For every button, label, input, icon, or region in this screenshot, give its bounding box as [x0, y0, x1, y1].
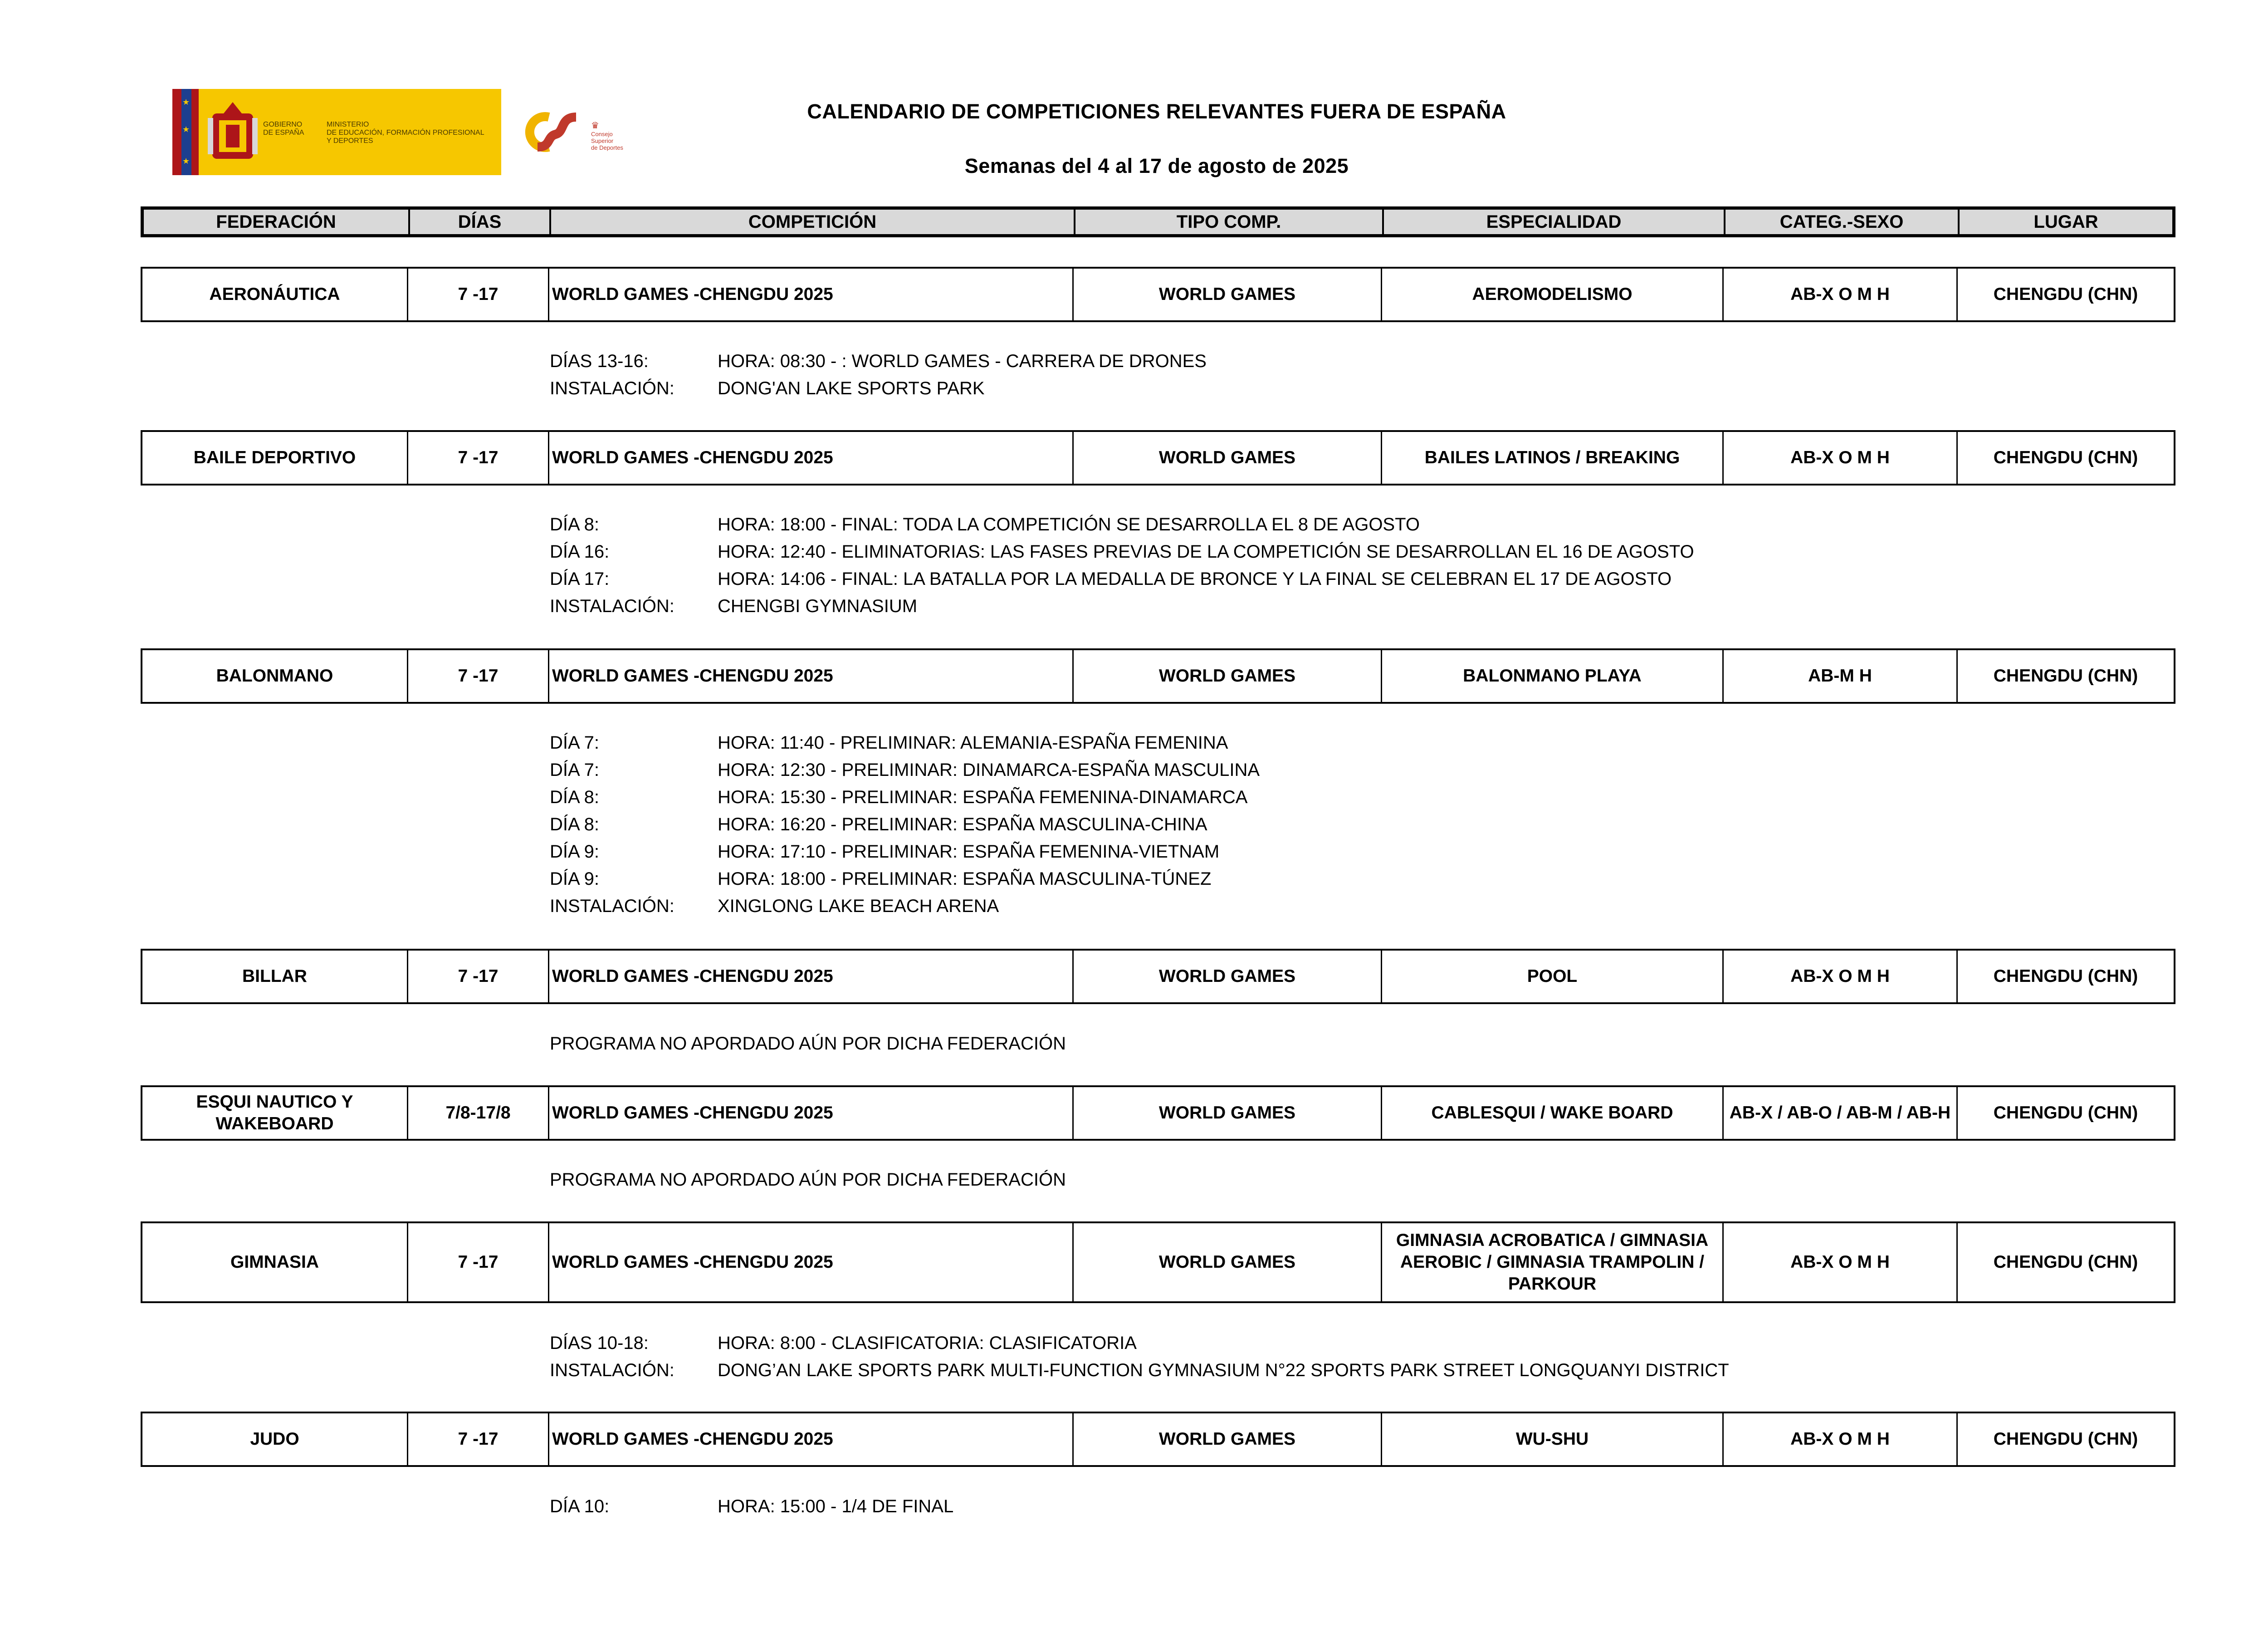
coat-of-arms-icon: [208, 100, 258, 164]
cell-tipo: WORLD GAMES: [1072, 432, 1381, 484]
cell-competicion: WORLD GAMES -CHENGDU 2025: [548, 269, 1072, 320]
competition-details: [550, 1030, 1066, 1057]
detail-line: DÍAS 13-16: HORA: 08:30 - : WORLD GAMES - CARRERA DE DRONES: [550, 351, 1207, 371]
detail-line: DÍA 9: HORA: 17:10 - PRELIMINAR: ESPAÑA FEMENINA-VIETNAM: [550, 842, 1220, 862]
cell-dias: 7 -17: [407, 432, 548, 484]
cell-dias: 7/8-17/8: [407, 1087, 548, 1139]
cell-federacion: AERONÁUTICA: [209, 284, 340, 304]
cell-tipo: WORLD GAMES: [1072, 1413, 1381, 1465]
cell-federacion: BALONMANO: [216, 666, 333, 686]
header-tipo: TIPO COMP.: [1074, 210, 1382, 234]
cell-dias: 7 -17: [407, 1223, 548, 1301]
header-especialidad: ESPECIALIDAD: [1382, 210, 1724, 234]
competition-details: [550, 1166, 1066, 1193]
cell-categoria: AB-M H: [1722, 650, 1956, 702]
competition-row: [141, 648, 2175, 704]
cell-federacion: ESQUI NAUTICO Y WAKEBOARD: [196, 1092, 353, 1133]
detail-line: INSTALACIÓN: DONG'AN LAKE SPORTS PARK: [550, 378, 985, 398]
csd-emblem-icon: [517, 89, 585, 175]
cell-dias: 7 -17: [407, 951, 548, 1002]
cell-especialidad: AEROMODELISMO: [1381, 269, 1722, 320]
crown-icon: ♛: [591, 121, 599, 131]
detail-line: DÍA 8: HORA: 16:20 - PRELIMINAR: ESPAÑA MASCULINA-CHINA: [550, 814, 1207, 834]
cell-lugar: CHENGDU (CHN): [1956, 432, 2174, 484]
cell-lugar: CHENGDU (CHN): [1956, 269, 2174, 320]
cell-categoria: AB-X / AB-O / AB-M / AB-H: [1722, 1087, 1956, 1139]
cell-especialidad: CABLESQUI / WAKE BOARD: [1381, 1087, 1722, 1139]
detail-line: DÍA 9: HORA: 18:00 - PRELIMINAR: ESPAÑA MASCULINA-TÚNEZ: [550, 869, 1212, 889]
detail-line: DÍA 17: HORA: 14:06 - FINAL: LA BATALLA POR LA MEDALLA DE BRONCE Y LA FINAL SE CELEBRAN EL 17 DE AGOSTO: [550, 569, 1672, 589]
cell-dias: 7 -17: [407, 269, 548, 320]
cell-federacion: GIMNASIA: [230, 1252, 319, 1272]
detail-line: INSTALACIÓN: XINGLONG LAKE BEACH ARENA: [550, 896, 999, 916]
cell-especialidad: WU-SHU: [1381, 1413, 1722, 1465]
competition-row: [141, 1085, 2175, 1141]
table-header: [141, 206, 2175, 237]
competition-details: [550, 511, 1694, 620]
detail-line: DÍA 8: HORA: 15:30 - PRELIMINAR: ESPAÑA FEMENINA-DINAMARCA: [550, 787, 1248, 807]
cell-categoria: AB-X O M H: [1722, 1223, 1956, 1301]
cell-federacion: BILLAR: [242, 966, 307, 986]
cell-tipo: WORLD GAMES: [1072, 650, 1381, 702]
cell-federacion: BAILE DEPORTIVO: [193, 448, 356, 467]
detail-line: DÍA 7: HORA: 12:30 - PRELIMINAR: DINAMARCA-ESPAÑA MASCULINA: [550, 760, 1260, 780]
cell-tipo: WORLD GAMES: [1072, 1223, 1381, 1301]
competition-row: [141, 1412, 2175, 1467]
cell-competicion: WORLD GAMES -CHENGDU 2025: [548, 1087, 1072, 1139]
detail-line: DÍA 8: HORA: 18:00 - FINAL: TODA LA COMPETICIÓN SE DESARROLLA EL 8 DE AGOSTO: [550, 515, 1420, 534]
detail-line: INSTALACIÓN: DONG’AN LAKE SPORTS PARK MULTI-FUNCTION GYMNASIUM N°22 SPORTS PARK STREET LONGQUANYI DISTRICT: [550, 1360, 1729, 1380]
competition-row: [141, 430, 2175, 485]
header-dias: DÍAS: [408, 210, 549, 234]
detail-line: INSTALACIÓN: CHENGBI GYMNASIUM: [550, 596, 918, 616]
document-subtitle: Semanas del 4 al 17 de agosto de 2025: [964, 154, 1349, 177]
competition-row: [141, 1221, 2175, 1303]
cell-tipo: WORLD GAMES: [1072, 1087, 1381, 1139]
government-ministry-logo: [172, 89, 501, 175]
document-title: CALENDARIO DE COMPETICIONES RELEVANTES FUERA DE ESPAÑA: [807, 100, 1506, 123]
cell-lugar: CHENGDU (CHN): [1956, 650, 2174, 702]
cell-lugar: CHENGDU (CHN): [1956, 951, 2174, 1002]
competition-details: [550, 1329, 1729, 1384]
cell-lugar: CHENGDU (CHN): [1956, 1087, 2174, 1139]
cell-competicion: WORLD GAMES -CHENGDU 2025: [548, 951, 1072, 1002]
cell-competicion: WORLD GAMES -CHENGDU 2025: [548, 1223, 1072, 1301]
cell-especialidad: POOL: [1381, 951, 1722, 1002]
cell-competicion: WORLD GAMES -CHENGDU 2025: [548, 432, 1072, 484]
cell-categoria: AB-X O M H: [1722, 269, 1956, 320]
detail-line: DÍA 10: HORA: 15:00 - 1/4 DE FINAL: [550, 1496, 954, 1516]
competition-row: [141, 267, 2175, 322]
detail-line: PROGRAMA NO APORDADO AÚN POR DICHA FEDERACIÓN: [550, 1170, 1066, 1190]
competition-row: [141, 949, 2175, 1004]
cell-especialidad: GIMNASIA ACROBATICA / GIMNASIA AEROBIC / GIMNASIA TRAMPOLIN / PARKOUR: [1381, 1223, 1722, 1301]
government-text: GOBIERNO DE ESPAÑA: [263, 121, 304, 137]
header-lugar: LUGAR: [1958, 210, 2172, 234]
competition-details: [550, 729, 1260, 920]
detail-line: PROGRAMA NO APORDADO AÚN POR DICHA FEDERACIÓN: [550, 1034, 1066, 1054]
cell-federacion: JUDO: [250, 1429, 299, 1449]
competition-details: [550, 1493, 953, 1520]
cell-categoria: AB-X O M H: [1722, 1413, 1956, 1465]
cell-categoria: AB-X O M H: [1722, 951, 1956, 1002]
header-competicion: COMPETICIÓN: [549, 210, 1074, 234]
cell-tipo: WORLD GAMES: [1072, 951, 1381, 1002]
detail-line: DÍA 7: HORA: 11:40 - PRELIMINAR: ALEMANIA-ESPAÑA FEMENINA: [550, 733, 1228, 753]
cell-especialidad: BALONMANO PLAYA: [1381, 650, 1722, 702]
cell-dias: 7 -17: [407, 650, 548, 702]
spanish-flag-icon: ★ ★ ★: [172, 89, 199, 175]
cell-categoria: AB-X O M H: [1722, 432, 1956, 484]
csd-text: ♛ Consejo Superior de Deportes: [591, 121, 623, 151]
cell-dias: 7 -17: [407, 1413, 548, 1465]
cell-lugar: CHENGDU (CHN): [1956, 1223, 2174, 1301]
cell-competicion: WORLD GAMES -CHENGDU 2025: [548, 650, 1072, 702]
ministry-text: MINISTERIO DE EDUCACIÓN, FORMACIÓN PROFESIONAL Y DEPORTES: [327, 121, 484, 145]
detail-line: DÍAS 10-18: HORA: 8:00 - CLASIFICATORIA: CLASIFICATORIA: [550, 1333, 1137, 1353]
detail-line: DÍA 16: HORA: 12:40 - ELIMINATORIAS: LAS FASES PREVIAS DE LA COMPETICIÓN SE DESARROLLAN EL 16 DE AGOSTO: [550, 542, 1694, 562]
competition-details: [550, 348, 1207, 402]
header-categoria: CATEG.-SEXO: [1724, 210, 1958, 234]
header-federacion: FEDERACIÓN: [216, 211, 336, 232]
cell-tipo: WORLD GAMES: [1072, 269, 1381, 320]
cell-especialidad: BAILES LATINOS / BREAKING: [1381, 432, 1722, 484]
cell-competicion: WORLD GAMES -CHENGDU 2025: [548, 1413, 1072, 1465]
cell-lugar: CHENGDU (CHN): [1956, 1413, 2174, 1465]
